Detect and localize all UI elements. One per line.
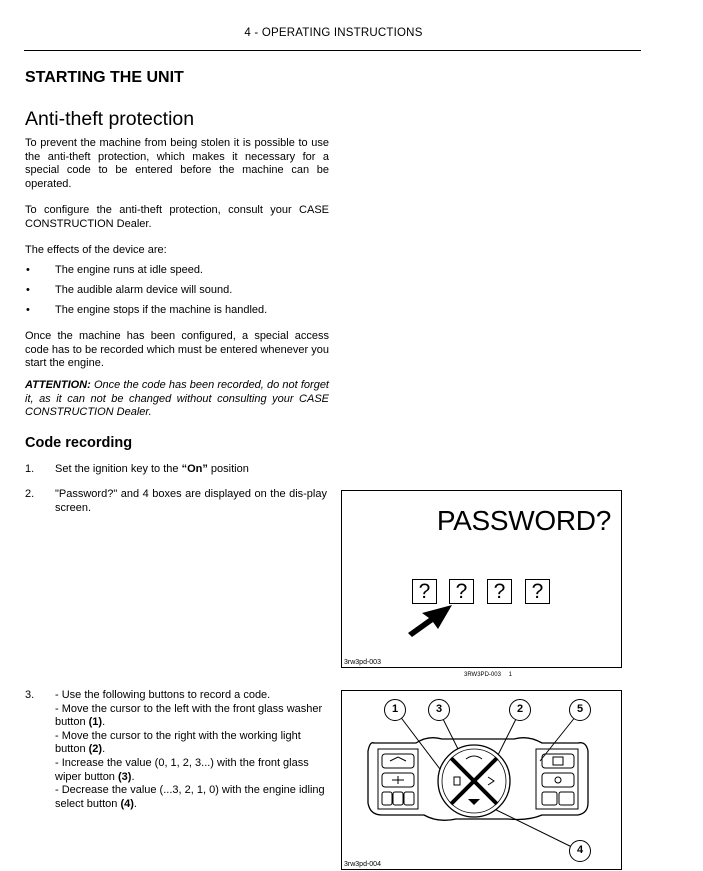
callout-2: 2	[509, 699, 531, 721]
password-title: PASSWORD?	[436, 505, 611, 536]
password-box: ?	[412, 579, 437, 604]
effects-intro: The effects of the device are:	[25, 244, 167, 256]
list-item-text: The engine stops if the machine is handled.	[55, 304, 268, 316]
step-line-text: - Move the cursor to the right with the working light button	[55, 729, 301, 756]
callout-4: 4	[569, 840, 591, 862]
callout-5: 5	[569, 699, 591, 721]
step-line-text: - Increase the value (0, 1, 2, 3...) with the front glass wiper button	[55, 756, 309, 783]
attention-paragraph	[25, 379, 329, 420]
ref-1: (1)	[88, 716, 103, 729]
bullet-mark: •	[26, 264, 30, 276]
step-text-bold: “On”	[181, 463, 208, 475]
password-box: ?	[449, 579, 474, 604]
figure-caption-number: 1	[508, 672, 512, 678]
figure-code: 3rw3pd-003	[344, 659, 381, 666]
step-number: 1.	[25, 463, 35, 475]
control-panel-figure	[341, 690, 622, 870]
step-line: - Move the cursor to the right with the working light button (2).	[55, 729, 301, 756]
step-text	[55, 689, 327, 811]
header-rule	[24, 50, 641, 51]
step-line: - Use the following buttons to record a code.	[55, 689, 271, 701]
configure-paragraph: To configure the anti-theft protection, consult your CASE CONSTRUCTION Dealer.	[25, 204, 329, 230]
section-title: STARTING THE UNIT	[25, 69, 184, 86]
subsection-title: Anti-theft protection	[25, 108, 195, 130]
step-line-text: - Decrease the value (...3, 2, 1, 0) with the engine idling select button	[55, 784, 325, 810]
bullet-mark: •	[26, 304, 30, 316]
bullet-mark: •	[26, 284, 30, 296]
access-code-paragraph: Once the machine has been configured, a special access code has to be recorded which must be entered whenever you start the engine.	[25, 330, 329, 370]
password-box: ?	[487, 579, 512, 604]
step-line: - Move the cursor to the left with the front glass washer button (1).	[55, 702, 323, 729]
list-item-text: The audible alarm device will sound.	[55, 284, 233, 296]
step-line: - Increase the value (0, 1, 2, 3...) with the front glass wiper button (3).	[55, 756, 309, 783]
figure-code: 3rw3pd-004	[344, 861, 381, 868]
callout-1: 1	[384, 699, 406, 721]
attention-text: Once the code has been recorded, do not forget it, as it can not be changed without consulting your CASE CONSTRUCTION Dealer.	[25, 379, 329, 419]
code-recording-title: Code recording	[25, 435, 133, 451]
step-text-pre: Set the ignition key to the	[55, 463, 182, 475]
running-header: 4 - OPERATING INSTRUCTIONS	[244, 27, 423, 39]
password-box: ?	[525, 579, 550, 604]
step-number: 3.	[25, 689, 35, 701]
list-item-text: The engine runs at idle speed.	[55, 264, 203, 276]
figure-caption-code: 3RW3PD-003	[464, 672, 501, 678]
step-line-text: - Move the cursor to the left with the front glass washer button	[55, 702, 323, 729]
step-text-post: position	[207, 463, 249, 475]
ref-4: (4)	[120, 797, 134, 810]
step-text: "Password?" and 4 boxes are displayed on the dis-play screen.	[55, 488, 327, 514]
step-line: - Decrease the value (...3, 2, 1, 0) with the engine idling select button (4).	[55, 784, 325, 810]
attention-label: ATTENTION:	[25, 379, 91, 391]
step-number: 2.	[25, 488, 35, 500]
cursor-arrow-icon	[402, 601, 462, 641]
step-text	[55, 463, 327, 477]
intro-paragraph: To prevent the machine from being stolen it is possible to use the anti-theft protection, which makes it necessary for a special code to be entered before the machine can be operated.	[25, 137, 329, 190]
password-figure	[341, 490, 622, 668]
callout-3: 3	[428, 699, 450, 721]
ref-2: (2)	[88, 743, 103, 756]
figure-caption	[464, 672, 512, 678]
ref-3: (3)	[117, 770, 132, 783]
